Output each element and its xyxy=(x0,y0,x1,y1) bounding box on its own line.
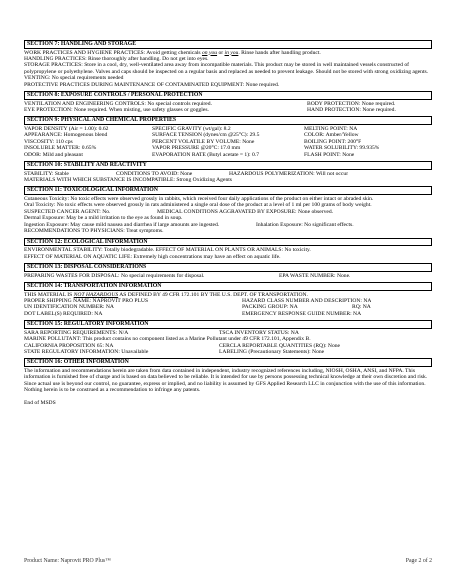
storage-practices: STORAGE PRACTICES: Store in a cool, dry, well-ventilated area away from incompatible materials. This product may be stored in well maintained vessels constructed of polypropylene or polyethylene. Valves and caps should be inspected on a regular basis and replaced as needed to prevent leakage. Should not be stored with strong oxidizing agents. VENTING: No special requirements needed xyxy=(24,62,429,82)
section-11 xyxy=(24,186,432,234)
property-cell: COLOR: Amber/Yellow xyxy=(304,132,359,139)
medical-conditions: MEDICAL CONDITIONS AGGRAVATED BY EXPOSURE: None observed. xyxy=(157,208,334,215)
on-you: on you xyxy=(201,49,218,56)
conditions-to-avoid: CONDITIONS TO AVOID: None xyxy=(116,170,193,177)
un-number: UN IDENTIFICATION NUMBER: NA xyxy=(24,304,114,311)
section-14-title: SECTION 14: TRANSPORTATION INFORMATION xyxy=(24,282,432,291)
section-11-title: SECTION 11: TOXICOLOGICAL INFORMATION xyxy=(24,186,432,195)
property-cell: PERCENT VOLATILE BY VOLUME: None xyxy=(152,138,255,145)
environmental-stability: ENVIRONMENTAL STABILITY: Totally biodegradable. EFFECT OF MATERIAL ON PLANTS OR ANIMALS: No toxicity. xyxy=(24,247,311,254)
section-12 xyxy=(24,238,432,260)
property-cell: APPEARANCE: Homogenous blend xyxy=(24,132,108,139)
packing-group: PACKING GROUP: NA xyxy=(242,304,298,311)
ingestion-exposure: Ingestion Exposure: May cause mild nausea and diarrhea if large amounts are ingested. xyxy=(24,221,220,228)
rq: RQ: NA xyxy=(352,304,371,311)
property-row xyxy=(24,152,432,158)
ventilation-controls: VENTILATION AND ENGINEERING CONTROLS: No special controls required. xyxy=(24,100,212,107)
section-8 xyxy=(24,91,432,113)
physician-recommendations: RECOMMENDATIONS TO PHYSICIANS: Treat symptoms. xyxy=(24,228,164,235)
section-15-title: SECTION 15: REGULATORY INFORMATION xyxy=(24,320,432,329)
in-you: in you xyxy=(224,49,239,56)
inhalation-exposure: Inhalation Exposure: No significant effects. xyxy=(256,221,354,228)
footer-page-number: Page 2 of 2 xyxy=(405,558,432,564)
property-cell: SPECIFIC GRAVITY (wt/gal): 8.2 xyxy=(152,126,231,133)
protective-practices: PROTECTIVE PRACTICES DURING MAINTENANCE OF CONTAMINATED EQUIPMENT: None required. xyxy=(24,81,280,88)
property-cell: VAPOR DENSITY (Air = 1.00): 0.62 xyxy=(24,126,109,133)
property-cell: BOILING POINT: 200°F xyxy=(304,138,362,145)
property-cell: INSOLUBLE MATTER: 0.65% xyxy=(24,145,97,152)
end-of-msds: End of MSDS xyxy=(24,399,56,406)
dot-labels: DOT LABEL(S) REQUIRED: NA xyxy=(24,310,103,317)
property-cell: VISCOSITY: 110 cps xyxy=(24,138,73,145)
property-cell: SURFACE TENSION (dynes/cm @25°C): 29.5 xyxy=(152,132,260,139)
footer-product-name: Product Name: Naprovit PRO Plus™ xyxy=(24,558,111,564)
handling-practices: HANDLING PRACTICES: Rinse thoroughly after handling. Do not get into eyes. xyxy=(24,56,209,62)
property-cell: FLASH POINT: None xyxy=(304,151,355,158)
cutaneous-toxicity: Cutaneous Toxicity: No toxic effects were observed grossly in rabbits, which received four daily applications of the product on either intact or abraded skin. xyxy=(24,196,374,203)
properties-table xyxy=(24,126,432,158)
preparing-wastes: PREPARING WASTES FOR DISPOSAL: No special requirements for disposal. xyxy=(24,272,205,279)
epa-waste-number: EPA WASTE NUMBER: None. xyxy=(279,272,351,279)
sara-requirements: SARA REPORTING REQUIREMENTS: N/A xyxy=(24,329,129,336)
marine-pollutant: MARINE POLLUTANT: This product contains no component listed as a Marine Pollutant under 49 CFR 172.101, Appendix B. xyxy=(24,336,311,343)
aquatic-effect: EFFECT OF MATERIAL ON AQUATIC LIFE: Extremely high concentrations may have an effect on aquatic life. xyxy=(24,253,281,260)
oral-toxicity: Oral Toxicity: No toxic effects were observed grossly in rats administered a single oral dose of the product at a level of 1 ml per 100 grams of body weight. xyxy=(24,202,372,209)
property-cell: EVAPORATION RATE (Butyl acetate = 1): 0.7 xyxy=(152,151,259,158)
section-13 xyxy=(24,263,432,279)
incompatible-materials: MATERIALS WITH WHICH SUBSTANCE IS INCOMPATIBLE: Strong Oxidizing Agents xyxy=(24,177,232,184)
property-cell: MELTING POINT: NA xyxy=(304,126,358,133)
hand-protection: HAND PROTECTION: None required. xyxy=(307,107,396,114)
section-16 xyxy=(24,358,432,406)
other-information: The information and recommendations herein are taken from data contained in independent, industry recognized references including, NIOSH, OSHA, ANSI, and NFPA. This information is furnished free of charge and is based on data believed to be reliable. It is intended for use by persons possessing technical knowledge at their own discretion and risk. Since actual use is beyond our control, no guarantee, express or implied, and no liability is assumed by GFS Applied Research LLC in conjunction with the use of this information. Nothing herein is to be construed as a recommendation to infringe any patents. xyxy=(24,367,428,394)
state-regulatory: STATE REGULATORY INFORMATION: Unavailable xyxy=(24,348,149,355)
cercla-rq: CERCLA REPORTABLE QUANTITIES (RQ): None xyxy=(219,342,341,349)
property-cell: VAPOR PRESSURE @20°C: 17.0 mm xyxy=(152,145,241,152)
section-10 xyxy=(24,161,432,183)
labeling: LABELING (Precautionary Statements): None xyxy=(219,348,325,355)
not-hazardous: NOT HAZARDOUS xyxy=(73,291,119,298)
hazard-class: HAZARD CLASS NUMBER AND DESCRIPTION: NA xyxy=(242,297,372,304)
section-10-title: SECTION 10: STABILITY AND REACTIVITY xyxy=(24,161,432,170)
section-13-title: SECTION 13: DISPOSAL CONSIDERATIONS xyxy=(24,263,432,272)
transport-b: AS DEFINED BY 49 CFR 172.101 BY THE U.S. DEPT. OF TRANSPORTATION. xyxy=(118,291,308,298)
section-7-title: SECTION 7: HANDLING AND STORAGE xyxy=(24,40,432,49)
tsca-status: TSCA INVENTORY STATUS: NA xyxy=(219,329,299,336)
section-8-title: SECTION 8: EXPOSURE CONTROLS / PERSONAL PROTECTION xyxy=(24,91,432,100)
section-9-title: SECTION 9: PHYSICAL AND CHEMICAL PROPERTIES xyxy=(24,116,432,125)
section-14 xyxy=(24,282,432,317)
property-cell: WATER SOLUBILITY: 99.935% xyxy=(304,145,380,152)
property-cell: ODOR: Mild and pleasant xyxy=(24,151,83,158)
msds-page xyxy=(24,40,432,409)
dermal-exposure: Dermal Exposure: May be a mild irritation to the eye as found in soup. xyxy=(24,215,183,222)
page-footer xyxy=(24,558,432,564)
section-12-title: SECTION 12: ECOLOGICAL INFORMATION xyxy=(24,238,432,247)
cancer-agent: SUSPECTED CANCER AGENT: No. xyxy=(24,208,111,215)
section-7 xyxy=(24,40,432,88)
section-9 xyxy=(24,116,432,158)
body-protection: BODY PROTECTION: None required. xyxy=(307,100,396,107)
work-practices-a: WORK PRACTICES AND HYGIENE PRACTICES: Avoid getting chemicals xyxy=(24,49,202,56)
section-15 xyxy=(24,320,432,355)
california-prop-65: CALIFORNIA PROPOSITION 65: NA xyxy=(24,342,114,349)
eye-protection: EYE PROTECTION: None required. When misting, use safety glasses or goggles. xyxy=(24,107,209,114)
transport-a: THIS MATERIAL IS xyxy=(24,291,74,298)
work-practices-b: . Rinse hands after handling product. xyxy=(238,49,321,56)
section-16-title: SECTION 16: OTHER INFORMATION xyxy=(24,358,432,367)
proper-shipping-name: PROPER SHIPPING NAME: NAPROVIT PRO PLUS xyxy=(24,297,149,304)
hazardous-polymerization: HAZARDOUS POLYMERIZATION: Will not occur xyxy=(229,170,349,177)
stability: STABILITY: Stable xyxy=(24,170,69,177)
or-text: or xyxy=(217,49,225,56)
emergency-guide: EMERGENCY RESPONSE GUIDE NUMBER: NA xyxy=(242,310,362,317)
